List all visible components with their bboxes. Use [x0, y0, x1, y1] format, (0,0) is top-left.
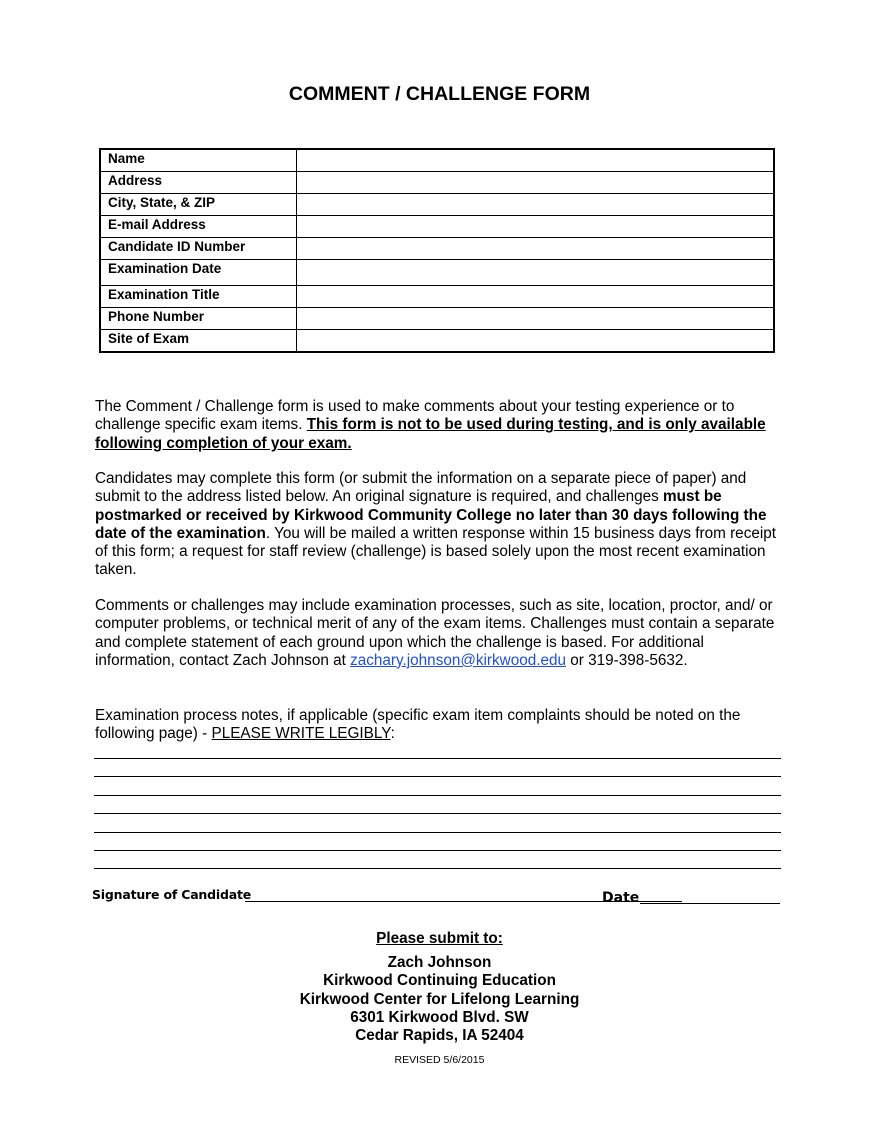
date-label: Date: [602, 890, 640, 906]
address-line: 6301 Kirkwood Blvd. SW: [350, 1008, 529, 1026]
candidate-id-label: Candidate ID Number: [100, 238, 297, 260]
examination-date-label: Examination Date: [100, 260, 297, 286]
site-of-exam-field[interactable]: [297, 330, 775, 353]
table-row: [100, 238, 774, 260]
notes-line[interactable]: [94, 868, 781, 869]
phone-number-field[interactable]: [297, 308, 775, 330]
email-label: E-mail Address: [100, 216, 297, 238]
submit-heading: Please submit to:: [376, 930, 503, 947]
write-legibly-text: PLEASE WRITE LEGIBLY: [211, 725, 391, 743]
intro-text: The Comment / Challenge form is used to make comments about your testing experience or to challenge specific exam items.: [95, 398, 735, 434]
candidate-info-table: [99, 148, 775, 353]
table-row: [100, 149, 774, 172]
contact-name: Zach Johnson: [387, 954, 492, 972]
notes-line[interactable]: [94, 850, 781, 851]
notes-text-b: :: [390, 725, 395, 743]
revision-date: REVISED 5/6/2015: [394, 1054, 485, 1066]
contact-email-link[interactable]: zachary.johnson@kirkwood.edu: [350, 651, 567, 669]
submission-text-b: . You will be mailed a written response within 15 business days from receipt of this form; a request for staff review (challenge) is based solely upon the most recent examination taken.: [95, 524, 777, 579]
notes-line[interactable]: [94, 758, 781, 759]
address-field[interactable]: [297, 172, 775, 194]
address-line: Kirkwood Center for Lifelong Learning: [299, 990, 580, 1008]
city-state-zip-label: City, State, & ZIP: [100, 194, 297, 216]
phone-number-label: Phone Number: [100, 308, 297, 330]
city-state-zip-field[interactable]: [297, 194, 775, 216]
signature-label: Signature of Candidate: [92, 887, 251, 902]
email-field[interactable]: [297, 216, 775, 238]
notes-line[interactable]: [94, 813, 781, 814]
page-title: COMMENT / CHALLENGE FORM: [288, 83, 591, 105]
notes-text-a: Examination process notes, if applicable (specific exam item complaints should be noted on the following page) -: [95, 707, 741, 743]
candidate-id-field[interactable]: [297, 238, 775, 260]
signature-row: [92, 886, 782, 910]
intro-paragraph: [95, 398, 783, 453]
table-row: [100, 330, 774, 353]
notes-line[interactable]: [94, 776, 781, 777]
table-row: [100, 172, 774, 194]
table-row: [100, 260, 774, 286]
table-row: [100, 216, 774, 238]
submission-paragraph: [95, 470, 783, 580]
submit-address-block: [0, 930, 879, 1045]
examination-date-field[interactable]: [297, 260, 775, 286]
notes-instructions: [95, 707, 783, 744]
address-line: Cedar Rapids, IA 52404: [355, 1027, 524, 1045]
examination-title-field[interactable]: [297, 286, 775, 308]
notes-line[interactable]: [94, 795, 781, 796]
site-of-exam-label: Site of Exam: [100, 330, 297, 353]
table-row: [100, 286, 774, 308]
challenge-paragraph: [95, 597, 783, 670]
address-label: Address: [100, 172, 297, 194]
challenge-text-b: or 319-398-5632.: [566, 651, 688, 669]
table-row: [100, 194, 774, 216]
address-line: Kirkwood Continuing Education: [323, 972, 556, 990]
submission-text-a: Candidates may complete this form (or submit the information on a separate piece of paper) and submit to the address listed below. An original signature is required, and challenges: [95, 470, 747, 506]
name-field[interactable]: [297, 149, 775, 172]
table-row: [100, 308, 774, 330]
challenge-text-a: Comments or challenges may include examination processes, such as site, location, proctor, and/ or computer problems, or technical merit of any of the exam items. Challenges must contain a separate and complete statement of each ground upon which the challenge is based. For additional information, contact Zach Johnson at: [95, 597, 775, 669]
examination-title-label: Examination Title: [100, 286, 297, 308]
date-field[interactable]: [640, 903, 780, 904]
notes-lines: [94, 758, 781, 887]
name-label: Name: [100, 149, 297, 172]
deadline-text: must be postmarked or received by Kirkwood Community College no later than 30 days following the date of the examination: [95, 488, 767, 542]
testing-warning: This form is not to be used during testing, and is only available following completion of your exam.: [95, 416, 766, 452]
notes-line[interactable]: [94, 832, 781, 833]
